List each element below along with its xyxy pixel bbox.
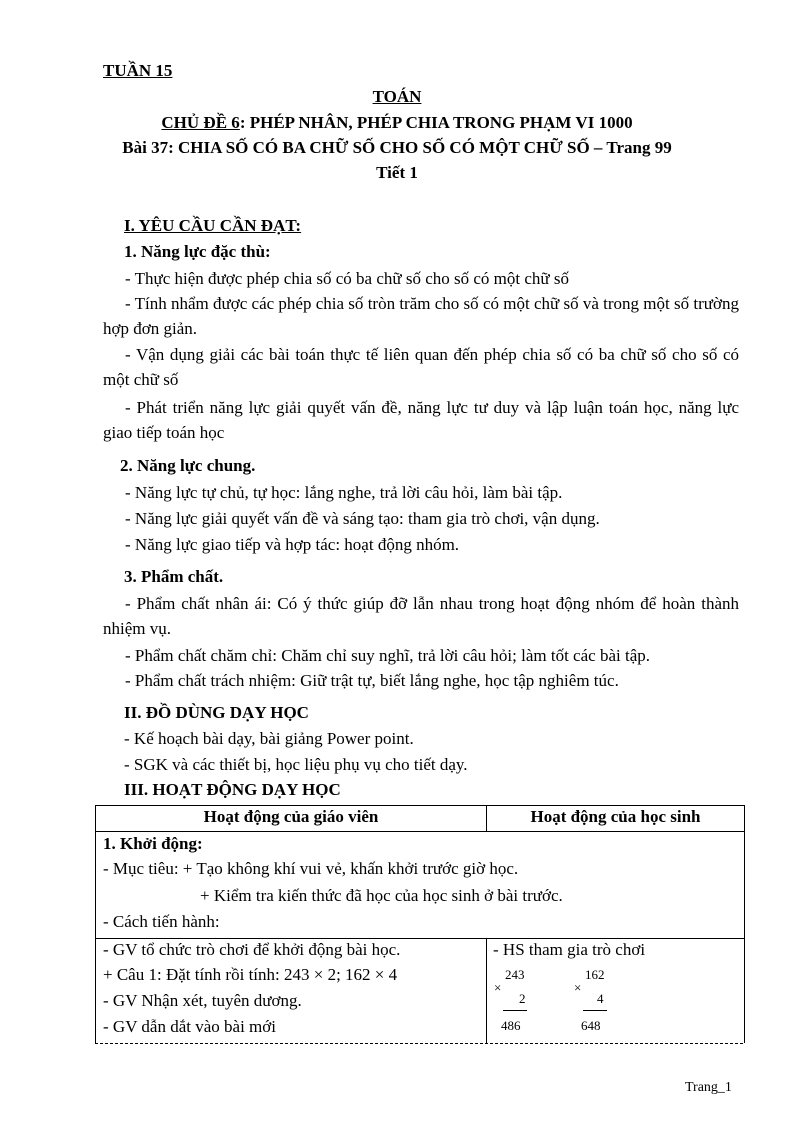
student-activity-title: - HS tham gia trò chơi: [493, 940, 646, 959]
topic-label: CHỦ ĐỀ 6: [161, 113, 240, 132]
list-item: - Thực hiện được phép chia số có ba chữ số cho số có một chữ số: [125, 269, 569, 288]
student-column-header: Hoạt động của học sinh: [530, 807, 701, 826]
table-border-header: [95, 831, 745, 832]
calc1-operator: ×: [494, 980, 502, 995]
warmup-method: - Cách tiến hành:: [103, 912, 220, 931]
week-label: TUẦN 15: [103, 61, 173, 80]
list-item: - Tính nhẩm được các phép chia số tròn trăm cho số có một chữ số và trong một số trường hợp đơn giản.: [103, 294, 739, 338]
calc1-operand-b: 2: [519, 991, 526, 1006]
section1-title: I. YÊU CẦU CẦN ĐẠT:: [124, 216, 302, 235]
teacher-activity: - GV Nhận xét, tuyên dương.: [103, 991, 302, 1010]
section1-sub2: 2. Năng lực chung.: [120, 456, 256, 475]
calc2-operand-a: 162: [585, 967, 605, 982]
warmup-goal-1: - Mục tiêu: + Tạo không khí vui vẻ, khấn khởi trước giờ học.: [103, 859, 519, 878]
warmup-goal-2: + Kiểm tra kiến thức đã học của học sinh ở bài trước.: [200, 886, 563, 905]
list-item: - Năng lực giải quyết vấn đề và sáng tạo: tham gia trò chơi, vận dụng.: [125, 509, 600, 528]
list-item: - Phẩm chất chăm chỉ: Chăm chỉ suy nghĩ, trả lời câu hỏi; làm tốt các bài tập.: [125, 646, 650, 665]
list-item: - Năng lực tự chủ, tự học: lắng nghe, trả lời câu hỏi, làm bài tập.: [125, 483, 563, 502]
calc1-operand-a: 243: [505, 967, 525, 982]
topic-rest: : PHÉP NHÂN, PHÉP CHIA TRONG PHẠM VI 1000: [239, 113, 633, 132]
calc2-operand-b: 4: [597, 991, 604, 1006]
calc2-result: 648: [581, 1018, 601, 1033]
calc1-rule: [503, 1010, 527, 1011]
subject-title: TOÁN: [372, 87, 422, 106]
calc2-rule: [583, 1010, 607, 1011]
page-number: Trang_1: [685, 1080, 732, 1095]
list-item: - Kế hoạch bài dạy, bài giảng Power point.: [124, 729, 414, 748]
list-item: - Phẩm chất trách nhiệm: Giữ trật tự, biết lắng nghe, học tập nghiêm túc.: [125, 671, 619, 690]
warmup-title: 1. Khởi động:: [103, 834, 203, 853]
table-border-top: [95, 805, 745, 806]
list-item: - SGK và các thiết bị, học liệu phụ vụ cho tiết dạy.: [124, 755, 468, 774]
list-item: - Phát triển năng lực giải quyết vấn đề, năng lực tư duy và lập luận toán học, năng lực giao tiếp toán học: [103, 398, 739, 442]
list-item: - Năng lực giao tiếp và hợp tác: hoạt động nhóm.: [125, 535, 460, 554]
topic-title: [0, 113, 794, 133]
teacher-activity: - GV tổ chức trò chơi để khởi động bài học.: [103, 940, 401, 959]
section3-title: III. HOẠT ĐỘNG DẠY HỌC: [124, 780, 341, 799]
section2-title: II. ĐỒ DÙNG DẠY HỌC: [124, 703, 309, 722]
teacher-activity: + Câu 1: Đặt tính rồi tính: 243 × 2; 162 × 4: [103, 965, 398, 984]
lesson-title: Bài 37: CHIA SỐ CÓ BA CHỮ SỐ CHO SỐ CÓ MỘT CHỮ SỐ – Trang 99: [122, 138, 672, 157]
period-title: Tiết 1: [376, 163, 418, 182]
list-item: - Phẩm chất nhân ái: Có ý thức giúp đỡ lẫn nhau trong hoạt động nhóm để hoàn thành nhiệm vụ.: [103, 594, 739, 638]
teacher-activity: - GV dẫn dắt vào bài mới: [103, 1017, 276, 1036]
table-border-right: [744, 805, 745, 1043]
list-item: - Vận dụng giải các bài toán thực tế liên quan đến phép chia số có ba chữ số cho số có một chữ số: [103, 345, 739, 389]
teacher-column-header: Hoạt động của giáo viên: [203, 807, 379, 826]
table-divider-body: [486, 938, 487, 1043]
table-border-bottom: [95, 1043, 745, 1044]
section1-sub1: 1. Năng lực đặc thù:: [124, 242, 271, 261]
table-border-row: [95, 938, 745, 939]
calc1-result: 486: [501, 1018, 521, 1033]
calc2-operator: ×: [574, 980, 582, 995]
table-border-left: [95, 805, 96, 1043]
section1-sub3: 3. Phẩm chất.: [124, 567, 224, 586]
